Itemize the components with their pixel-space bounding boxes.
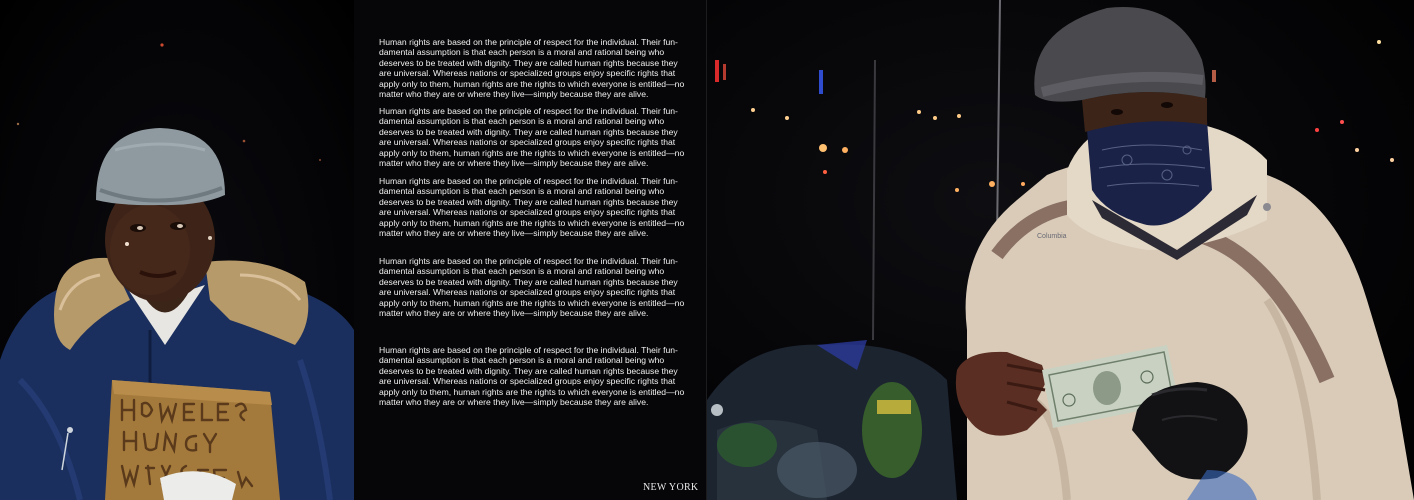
body-paragraph-4: Human rights are based on the principle of respect for the individual. Their fun-damental assumption is that each person is a moral and rational being who deserves to be treated with dignity. They are called human rights because they are universal. Whereas nations or specialized groups enjoy specific rights that apply only to them, human rights are the rights to which everyone is entitled—no matter who they are or where they live—simply because they are alive. bbox=[379, 256, 685, 319]
photo-woman-with-sign bbox=[0, 0, 354, 500]
body-paragraph-1: Human rights are based on the principle of respect for the individual. Their fun-damental assumption is that each person is a moral and rational being who deserves to be treated with dignity. They are called human rights because they are universal. Whereas nations or specialized groups enjoy specific rights that apply only to them, human rights are the rights to which everyone is entitled—no matter who they are or where they live—simply because they are alive. bbox=[379, 37, 685, 100]
woman-illustration bbox=[0, 0, 354, 500]
body-paragraph-2: Human rights are based on the principle of respect for the individual. Their fun-damental assumption is that each person is a moral and rational being who deserves to be treated with dignity. They are called human rights because they are universal. Whereas nations or specialized groups enjoy specific rights that apply only to them, human rights are the rights to which everyone is entitled—no matter who they are or where they live—simply because they are alive. bbox=[379, 106, 685, 169]
man-illustration bbox=[707, 0, 1414, 500]
svg-text:Columbia: Columbia bbox=[1037, 233, 1067, 240]
body-paragraph-3: Human rights are based on the principle of respect for the individual. Their fun-damental assumption is that each person is a moral and rational being who deserves to be treated with dignity. They are called human rights because they are universal. Whereas nations or specialized groups enjoy specific rights that apply only to them, human rights are the rights to which everyone is entitled—no matter who they are or where they live—simply because they are alive. bbox=[379, 176, 685, 239]
body-paragraph-5: Human rights are based on the principle of respect for the individual. Their fun-damental assumption is that each person is a moral and rational being who deserves to be treated with dignity. They are called human rights because they are universal. Whereas nations or specialized groups enjoy specific rights that apply only to them, human rights are the rights to which everyone is entitled—no matter who they are or where they live—simply because they are alive. bbox=[379, 345, 685, 408]
page-location-label: NEW YORK bbox=[643, 482, 699, 493]
photo-man-holding-dollar bbox=[707, 0, 1414, 500]
